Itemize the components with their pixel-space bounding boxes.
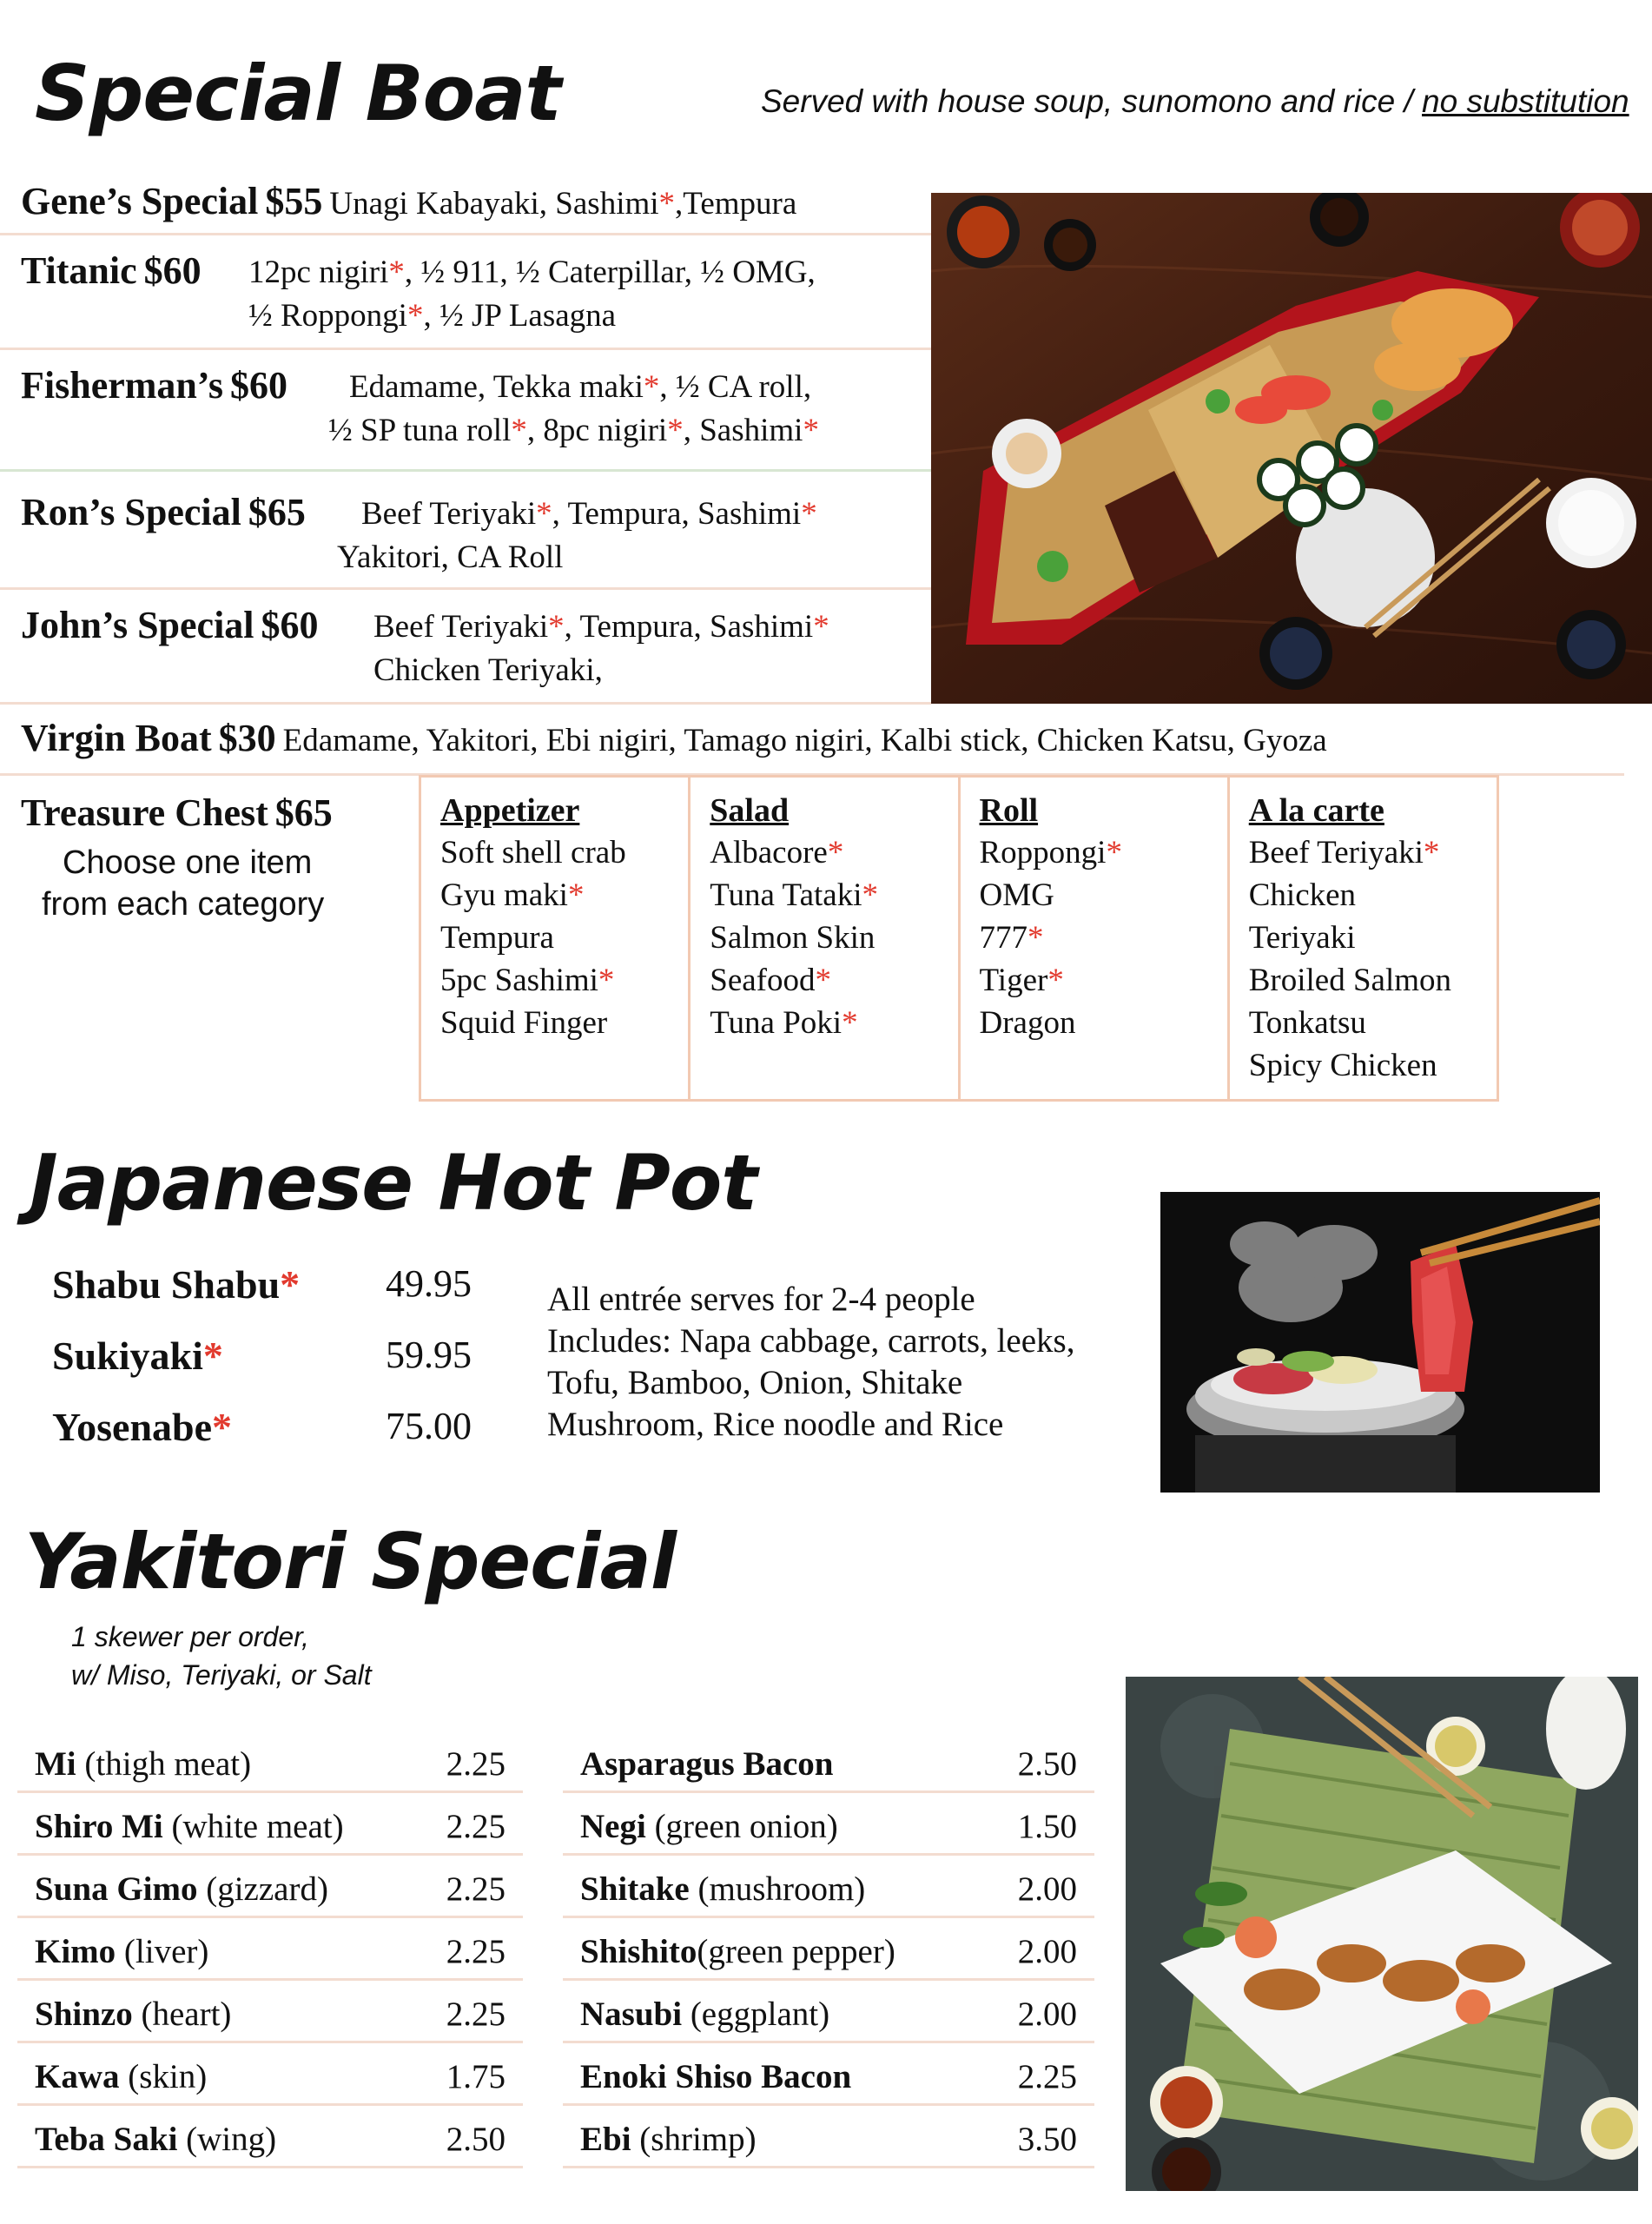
category-item: Tempura <box>440 920 554 956</box>
treasure-price: $65 <box>274 791 333 834</box>
yakitori-illustration <box>1126 1677 1638 2191</box>
category-item: Gyu maki* <box>440 877 585 913</box>
yakitori-note: 1 skewer per order, w/ Miso, Teriyaki, or Salt <box>71 1621 372 1691</box>
yakitori-row: Kawa (skin) 1.75 <box>17 2043 523 2106</box>
boat-desc: Edamame, Yakitori, Ebi nigiri, Tamago nigiri, Kalbi stick, Chicken Katsu, Gyoza <box>282 723 1327 758</box>
hot-pot-name: Yosenabe <box>52 1405 213 1449</box>
no-substitution-note: no substitution <box>1422 83 1629 119</box>
boat-price: $55 <box>265 180 323 222</box>
category-heading: Roll <box>979 792 1039 829</box>
yakitori-row: Kimo (liver) 2.25 <box>17 1918 523 1981</box>
hot-pot-price: 59.95 <box>386 1334 472 1376</box>
category-item: Roppongi* <box>979 835 1122 870</box>
boat-price: $30 <box>218 717 276 759</box>
treasure-categories <box>419 775 1499 1102</box>
category-item: Tuna Poki* <box>710 1005 858 1041</box>
category-item: Seafood* <box>710 963 831 998</box>
boat-price: $60 <box>143 249 202 292</box>
boat-row-johns <box>0 587 931 705</box>
served-note <box>761 83 1629 120</box>
yakitori-row: Suna Gimo (gizzard) 2.25 <box>17 1856 523 1918</box>
category-item: Beef Teriyaki* <box>1248 835 1440 870</box>
category-roll <box>961 778 1230 1099</box>
yakitori-row: Ebi (shrimp) 3.50 <box>563 2106 1094 2168</box>
boat-desc-line1: 12pc nigiri*, ½ 911, ½ Caterpillar, ½ OMG, <box>248 255 816 290</box>
treasure-sub2: from each category <box>42 886 325 923</box>
treasure-name: Treasure Chest <box>21 791 268 834</box>
category-heading: Salad <box>710 792 790 829</box>
boat-row-fishermans <box>0 348 931 472</box>
yakitori-row: Mi (thigh meat) 2.25 <box>17 1731 523 1793</box>
hot-pot-price: 75.00 <box>386 1405 472 1447</box>
boat-desc-line1: Beef Teriyaki*, Tempura, Sashimi* <box>361 496 817 532</box>
hot-pot-list: Shabu Shabu* 49.95 Sukiyaki* 59.95 Yosenabe* 75.00 <box>52 1262 472 1449</box>
boat-desc-line2: Chicken Teriyaki, <box>373 652 603 688</box>
category-item: Chicken <box>1248 877 1357 913</box>
boat-desc-line2: ½ SP tuna roll*, 8pc nigiri*, Sashimi* <box>328 413 819 448</box>
yakitori-row: Enoki Shiso Bacon 2.25 <box>563 2043 1094 2106</box>
category-item: Spicy Chicken <box>1248 1048 1437 1083</box>
category-item: Broiled Salmon <box>1248 963 1452 998</box>
yakitori-row: Asparagus Bacon 2.50 <box>563 1731 1094 1793</box>
boat-photo <box>931 193 1652 704</box>
boat-row-genes <box>0 174 931 235</box>
boat-price: $60 <box>261 604 319 646</box>
boat-row-titanic <box>0 233 931 350</box>
boat-desc: Unagi Kabayaki, Sashimi*,Tempura <box>329 186 797 222</box>
treasure-sub1: Choose one item <box>63 844 313 881</box>
category-a-la-carte <box>1230 778 1497 1099</box>
boat-price: $65 <box>248 491 306 533</box>
boat-name: Fisherman’s <box>21 364 224 407</box>
hot-pot-illustration <box>1160 1192 1600 1493</box>
category-item: OMG <box>979 877 1054 913</box>
category-appetizer <box>421 778 691 1099</box>
hot-pot-name: Shabu Shabu <box>52 1262 281 1307</box>
special-boat-title: Special Boat <box>35 49 561 138</box>
category-item: Tuna Tataki* <box>710 877 878 913</box>
category-item: Salmon Skin <box>710 920 876 956</box>
category-item: 5pc Sashimi* <box>440 963 615 998</box>
category-item: Dragon <box>979 1005 1076 1041</box>
boat-row-rons <box>0 469 931 590</box>
category-item: Tiger* <box>979 963 1064 998</box>
boat-illustration <box>931 193 1652 704</box>
hot-pot-photo <box>1160 1192 1600 1493</box>
boat-name: John’s Special <box>21 604 254 646</box>
category-item: Albacore* <box>710 835 844 870</box>
category-item: Teriyaki <box>1248 920 1356 956</box>
category-item: 777* <box>979 920 1044 956</box>
boat-price: $60 <box>230 364 288 407</box>
category-item: Soft shell crab <box>440 835 626 870</box>
boat-row-virgin <box>0 702 1624 776</box>
yakitori-row: Nasubi (eggplant) 2.00 <box>563 1981 1094 2043</box>
boat-desc-line2: ½ Roppongi*, ½ JP Lasagna <box>248 298 617 334</box>
hot-pot-name: Sukiyaki <box>52 1334 203 1378</box>
boat-name: Gene’s Special <box>21 180 259 222</box>
served-note-main: Served with house soup, sunomono and rice / <box>761 83 1423 119</box>
yakitori-photo <box>1126 1677 1638 2191</box>
category-heading: A la carte <box>1248 792 1384 829</box>
hot-pot-title: Japanese Hot Pot <box>30 1138 757 1228</box>
boat-name: Titanic <box>21 249 137 292</box>
hot-pot-description: All entrée serves for 2-4 people Includes: Napa cabbage, carrots, leeks, Tofu, Bamboo, Onion, Shitake Mushroom, Rice noodle and Rice <box>547 1281 1075 1443</box>
yakitori-row: Shitake (mushroom) 2.00 <box>563 1856 1094 1918</box>
category-item: Tonkatsu <box>1248 1005 1366 1041</box>
yakitori-row: Teba Saki (wing) 2.50 <box>17 2106 523 2168</box>
yakitori-row: Shiro Mi (white meat) 2.25 <box>17 1793 523 1856</box>
hot-pot-price: 49.95 <box>386 1262 472 1305</box>
category-item: Squid Finger <box>440 1005 608 1041</box>
yakitori-title: Yakitori Special <box>24 1517 677 1606</box>
category-salad <box>691 778 960 1099</box>
boat-name: Ron’s Special <box>21 491 241 533</box>
yakitori-row: Shishito(green pepper) 2.00 <box>563 1918 1094 1981</box>
boat-desc-line1: Beef Teriyaki*, Tempura, Sashimi* <box>373 609 829 645</box>
yakitori-row: Negi (green onion) 1.50 <box>563 1793 1094 1856</box>
yakitori-row: Shinzo (heart) 2.25 <box>17 1981 523 2043</box>
category-heading: Appetizer <box>440 792 580 829</box>
boat-name: Virgin Boat <box>21 717 212 759</box>
boat-desc-line1: Edamame, Tekka maki*, ½ CA roll, <box>349 369 812 405</box>
boat-desc-line2: Yakitori, CA Roll <box>337 539 564 575</box>
